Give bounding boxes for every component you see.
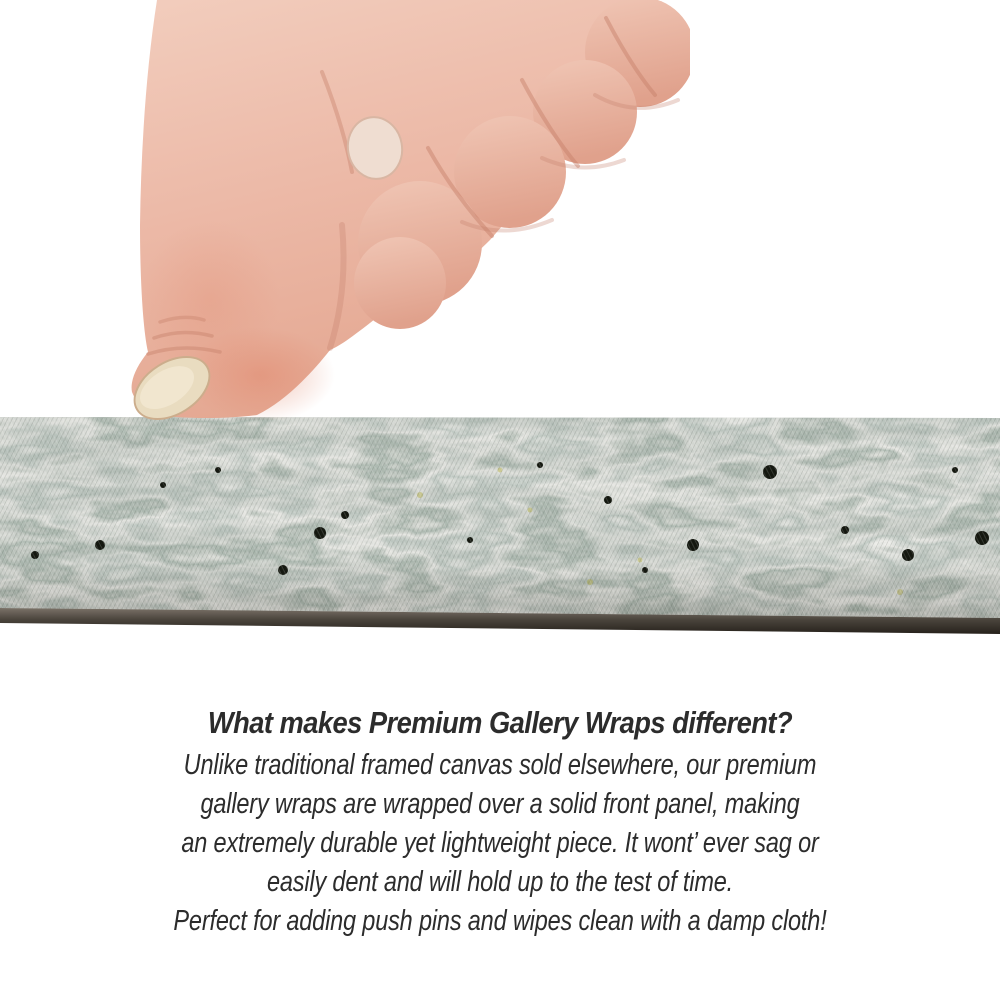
body-line: easily dent and will hold up to the test of time.	[266, 866, 734, 898]
body-line: an extremely durable yet lightweight piece. It wont’ ever sag or	[181, 827, 819, 859]
canvas-strip	[0, 410, 1000, 640]
index-finger-pad	[354, 237, 446, 329]
hand-pressing-illustration	[90, 0, 690, 420]
thumb-blush	[140, 220, 280, 380]
headline: What makes Premium Gallery Wraps different?	[207, 705, 793, 740]
description-block	[0, 703, 1000, 941]
canvas-fabric-texture	[0, 410, 1000, 640]
body-line: Perfect for adding push pins and wipes clean with a damp cloth!	[173, 905, 827, 937]
description-lines	[95, 746, 905, 941]
body-line: gallery wraps are wrapped over a solid front panel, making	[200, 788, 800, 820]
body-line: Unlike traditional framed canvas sold elsewhere, our premium	[183, 749, 817, 781]
